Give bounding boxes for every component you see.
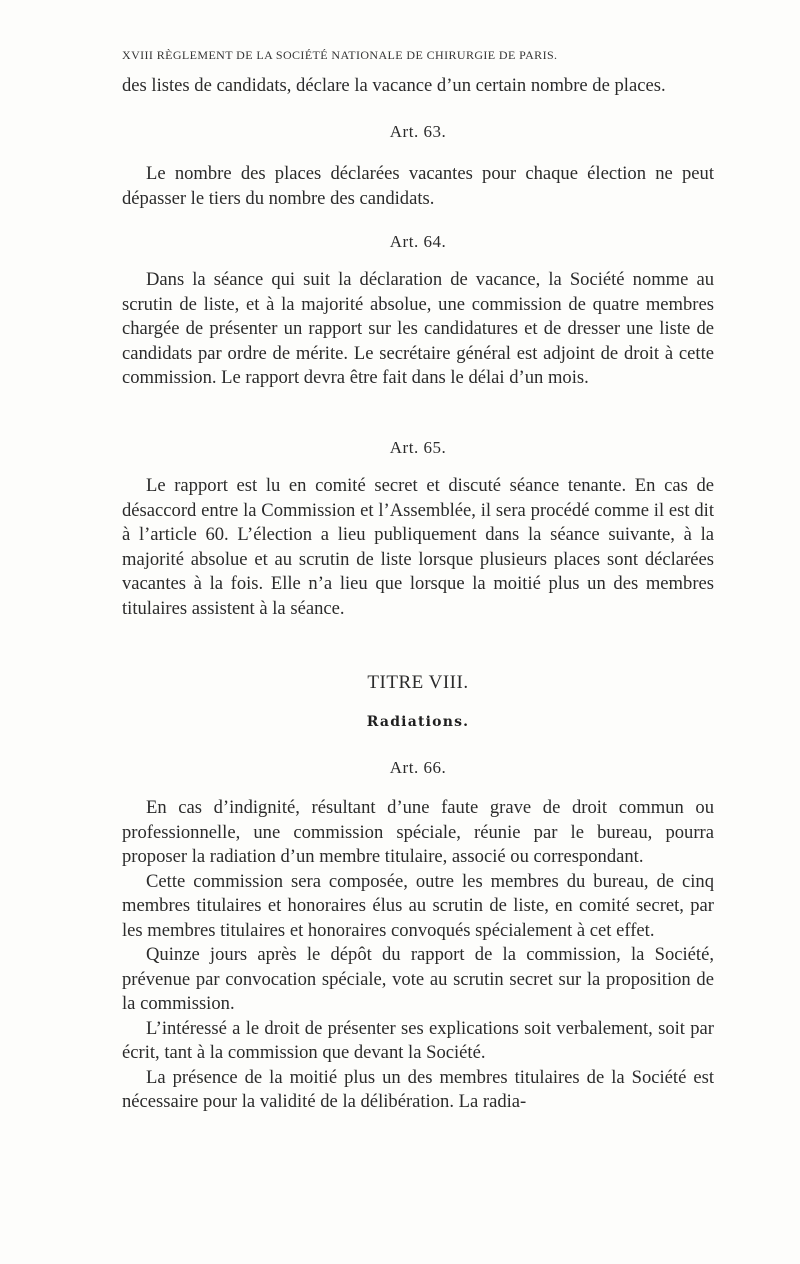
running-header: XVIII RÈGLEMENT DE LA SOCIÉTÉ NATIONALE DE CHIRURGIE DE PARIS. (122, 48, 558, 62)
article-66-paragraph-5: La présence de la moitié plus un des membres titulaires de la Société est nécessaire pour la validité de la délibération. La radia- (122, 1066, 714, 1112)
continuation-text: des listes de candidats, déclare la vacance d’un certain nombre de places. (122, 75, 666, 96)
continuation-paragraph (122, 74, 714, 99)
article-66-paragraph-4: L’intéressé a le droit de présenter ses explications soit verbalement, soit par écrit, tant à la commission que devant la Société. (122, 1017, 714, 1063)
article-63-text: Le nombre des places déclarées vacantes pour chaque élection ne peut dépasser le tiers du nombre des candidats. (122, 163, 714, 209)
titre-heading: TITRE VIII. (367, 672, 469, 693)
article-64-paragraph (122, 268, 714, 391)
article-65-text: Le rapport est lu en comité secret et discuté séance tenante. En cas de désaccord entre la Commission et l’Assemblée, il sera procédé comme il est dit à l’article 60. L’élection a lieu publiquement dans la séance suivante, à la majorité absolue et au scrutin de liste lorsque plusieurs places sont déclarées vacantes à la fois. Elle n’a lieu que lorsque la moitié plus un des membres titulaires assistent à la séance. (122, 475, 714, 619)
article-65-paragraph (122, 474, 714, 621)
titre-subtitle: Radiations. (366, 714, 470, 730)
article-65-heading: Art. 65. (389, 438, 447, 457)
article-66-paragraph-2: Cette commission sera composée, outre les membres du bureau, de cinq membres titulaires et honoraires élus au scrutin de liste, en comité secret, par les membres titulaires et honoraires convoqués spécialement à cet effet. (122, 870, 714, 941)
article-64-text: Dans la séance qui suit la déclaration de vacance, la Société nomme au scrutin de liste, et à la majorité absolue, une commission de quatre membres chargée de présenter un rapport sur les candidatures et de dresser une liste de candidats par ordre de mérite. Le secrétaire général est adjoint de droit à cette commission. Le rapport devra être fait dans le délai d’un mois. (122, 269, 714, 388)
article-63-paragraph (122, 162, 714, 211)
article-66-paragraph-3: Quinze jours après le dépôt du rapport de la commission, la Société, prévenue par convocation spéciale, vote au scrutin secret sur la proposition de la commission. (122, 944, 714, 1014)
article-63-heading: Art. 63. (389, 122, 447, 141)
article-66-body (122, 796, 714, 1115)
article-66-paragraph-1: En cas d’indignité, résultant d’une faute grave de droit commun ou professionnelle, une commission spéciale, réunie par le bureau, pourra proposer la radiation d’un membre titulaire, associé ou correspondant. (122, 797, 714, 867)
article-66-heading: Art. 66. (389, 758, 447, 777)
article-64-heading: Art. 64. (389, 232, 447, 251)
